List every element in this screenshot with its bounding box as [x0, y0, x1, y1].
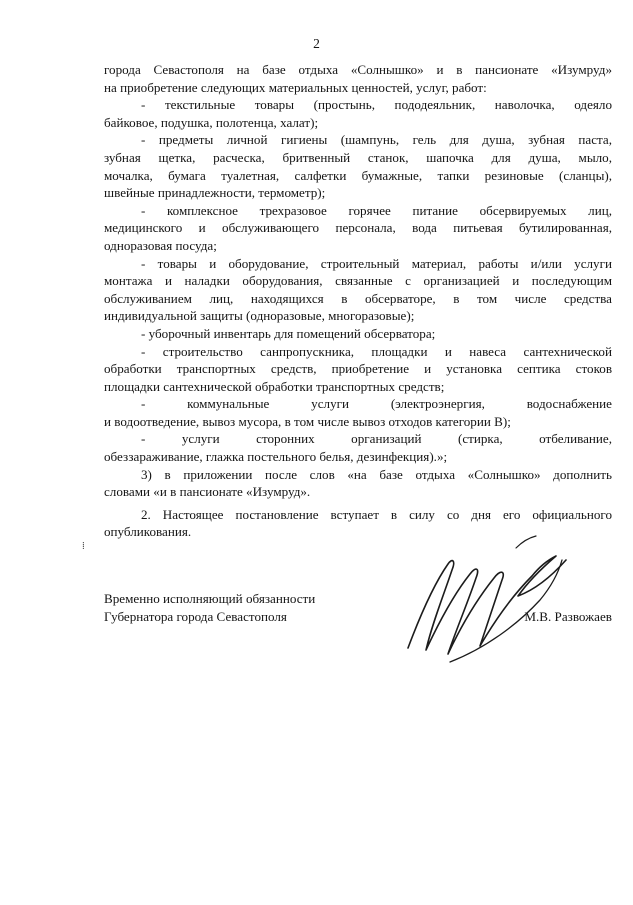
- text-line: 3) в приложении после слов «на базе отдыха «Солнышко» дополнить: [141, 466, 612, 482]
- text-line: - коммунальные услуги (электроэнергия, водоснабжение: [141, 396, 612, 412]
- text-line: обслуживанием лиц, находящихся в обсерваторе, в том числе средства: [104, 290, 612, 306]
- page-number: 2: [313, 36, 320, 51]
- signer-title-line-1: Временно исполняющий обязанности: [104, 591, 316, 606]
- margin-mark: ⁞: [82, 541, 85, 552]
- text-line: - текстильные товары (простынь, пододеяльник, наволочка, одеяло: [141, 97, 612, 113]
- text-line: мочалка, бумага туалетная, салфетки бумажные, тапки резиновые (сланцы),: [104, 167, 612, 183]
- text-line: медицинского и обслуживающего персонала, вода питьевая бутилированная,: [104, 220, 612, 236]
- text-line: и водоотведение, вывоз мусора, в том числе вывоз отходов категории В);: [104, 413, 511, 429]
- signer-title-line-2: Губернатора города Севастополя: [104, 609, 287, 624]
- text-line: - предметы личной гигиены (шампунь, гель для душа, зубная паста,: [141, 132, 612, 148]
- text-line: опубликования.: [104, 524, 192, 540]
- text-line: одноразовая посуда;: [104, 237, 217, 253]
- text-line: - услуги сторонних организаций (стирка, отбеливание,: [141, 431, 612, 447]
- text-line: обработки транспортных средств, приобретение и установка септика стоков: [104, 361, 612, 377]
- text-line: на приобретение следующих материальных ценностей, услуг, работ:: [104, 79, 487, 95]
- text-line: 2. Настоящее постановление вступает в силу со дня его официального: [141, 506, 612, 522]
- text-line: - товары и оборудование, строительный материал, работы и/или услуги: [141, 255, 612, 271]
- text-line: - уборочный инвентарь для помещений обсерватора;: [141, 325, 436, 341]
- handwritten-signature: [390, 520, 580, 680]
- text-line: монтажа и наладки оборудования, связанные с организацией и последующим: [104, 273, 612, 289]
- text-line: города Севастополя на базе отдыха «Солнышко» и в пансионате «Изумруд»: [104, 62, 612, 77]
- text-line: швейные принадлежности, термометр);: [104, 185, 326, 201]
- body-text: [104, 61, 612, 541]
- text-line: площадки сантехнической обработки транспортных средств;: [104, 378, 445, 394]
- text-line: обеззараживание, глажка постельного белья, дезинфекция).»;: [104, 449, 448, 465]
- text-line: индивидуальной защиты (одноразовые, многоразовые);: [104, 308, 415, 324]
- text-line: - комплексное трехразовое горячее питание обсервируемых лиц,: [141, 202, 612, 218]
- signer-name: М.В. Развожаев: [524, 609, 612, 624]
- text-line: - строительство санпропускника, площадки и навеса сантехнической: [141, 343, 612, 359]
- text-line: словами «и в пансионате «Изумруд».: [104, 484, 311, 500]
- text-line: байковое, подушка, полотенца, халат);: [104, 114, 319, 130]
- text-line: зубная щетка, расческа, бритвенный станок, шапочка для душа, мыло,: [104, 149, 612, 165]
